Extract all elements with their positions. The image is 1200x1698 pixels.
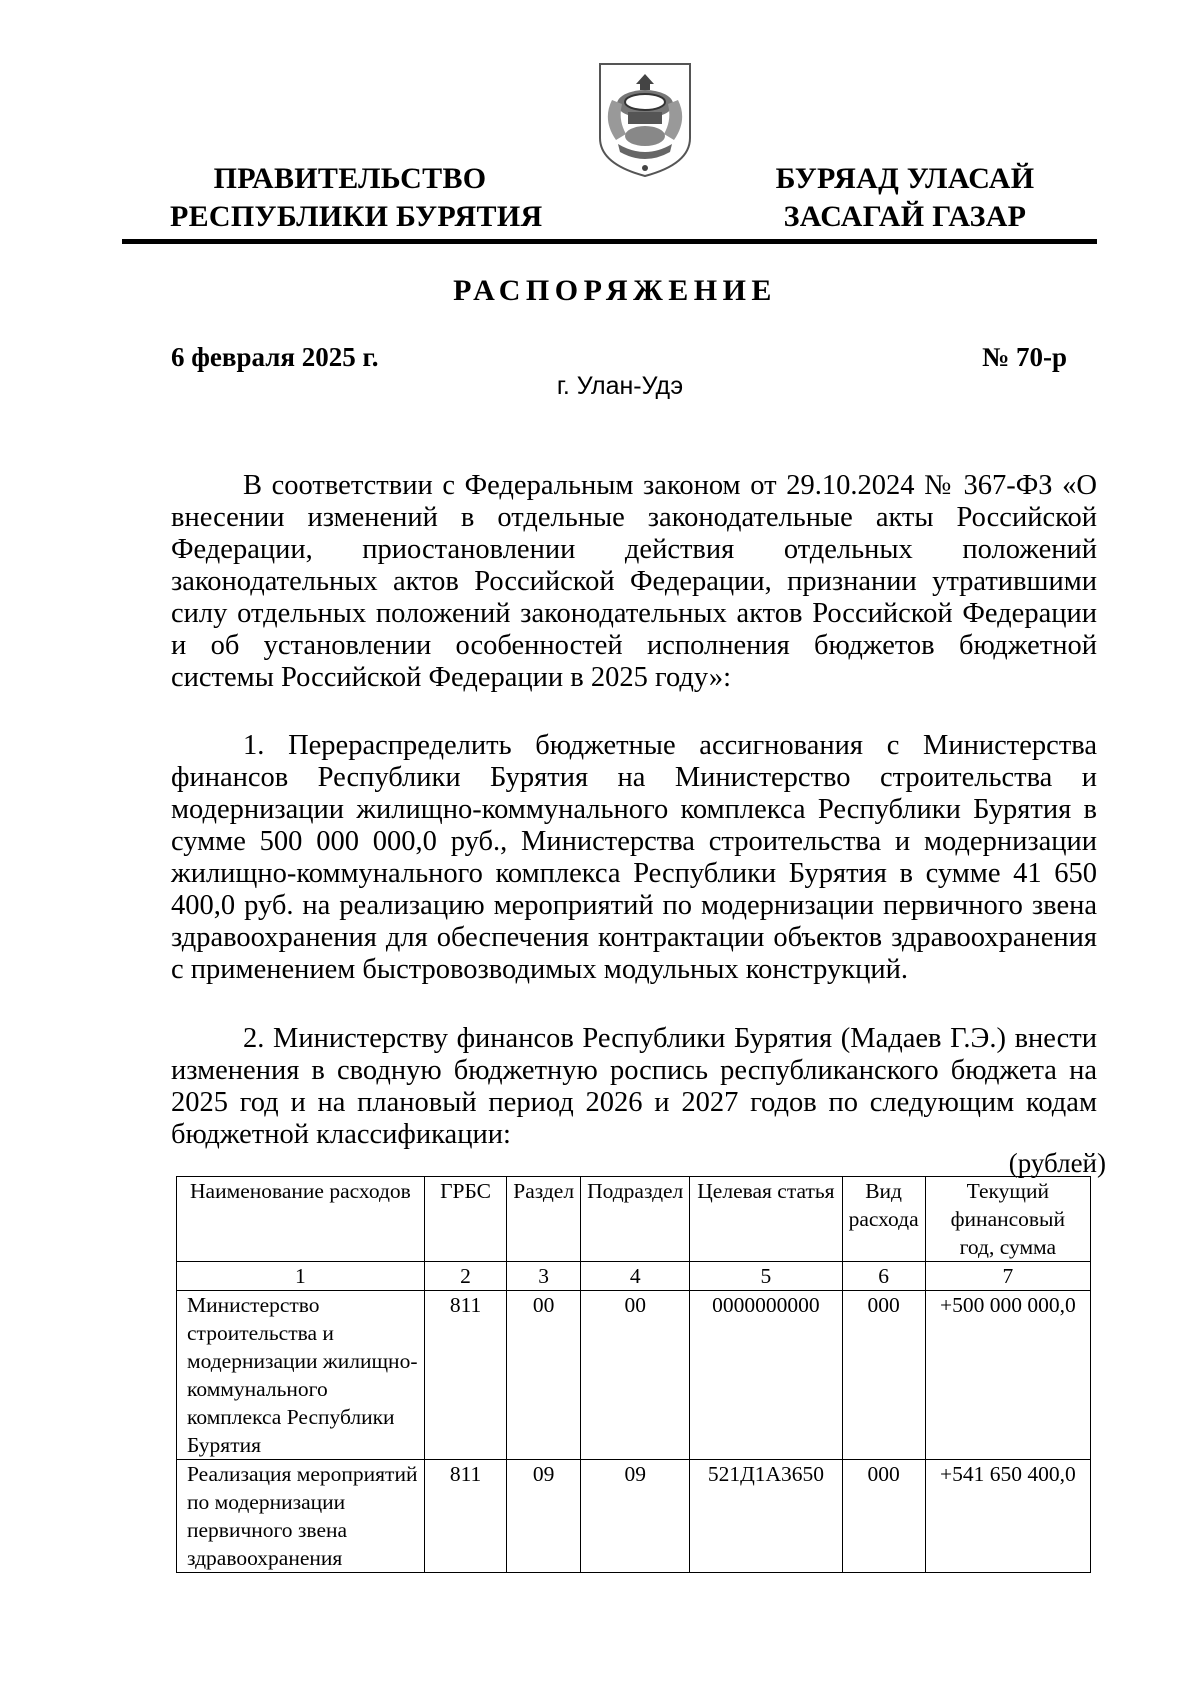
table-unit: (рублей) (1008, 1148, 1106, 1178)
item-2-paragraph: 2. Министерству финансов Республики Бурятия (Мадаев Г.Э.) внести изменения в сводную бюджетную роспись республиканского бюджета на 2025 год и на плановый период 2026 и 2027 годов по следующим кодам бюджетной классификации: (171, 1023, 1097, 1150)
col-header-grbs: ГРБС (424, 1177, 506, 1262)
row-vid: 000 (842, 1291, 925, 1460)
index-cell: 6 (842, 1262, 925, 1291)
header-divider (122, 239, 1097, 244)
row-name: Министерство строительства и модернизации жилищно-коммунального комплекса Республики Бурятия (177, 1291, 425, 1460)
col-header-name: Наименование расходов (177, 1177, 425, 1262)
row-podrazdel: 09 (581, 1460, 690, 1573)
row-razdel: 00 (507, 1291, 581, 1460)
row-target: 0000000000 (690, 1291, 842, 1460)
document-date: 6 февраля 2025 г. (171, 342, 379, 372)
index-cell: 4 (581, 1262, 690, 1291)
table-row (177, 1291, 1091, 1460)
item-1-paragraph: 1. Перераспределить бюджетные ассигнования с Министерства финансов Республики Бурятия на Министерство строительства и модернизации жилищно-коммунального комплекса Республики Бурятия в сумме 500 000 000,0 руб., Министерства строительства и модернизации жилищно-коммунального комплекса Республики Бурятия в сумме 41 650 400,0 руб. на реализацию мероприятий по модернизации первичного звена здравоохранения для обеспечения контрактации объектов здравоохранения с применением быстровозводимых модульных конструкций. (171, 730, 1097, 985)
row-grbs: 811 (424, 1460, 506, 1573)
row-sum: +500 000 000,0 (925, 1291, 1090, 1460)
row-sum: +541 650 400,0 (925, 1460, 1090, 1573)
index-cell: 5 (690, 1262, 842, 1291)
coat-of-arms-icon (592, 60, 698, 178)
document-title: РАСПОРЯЖЕНИЕ (453, 274, 777, 307)
row-razdel: 09 (507, 1460, 581, 1573)
row-grbs: 811 (424, 1291, 506, 1460)
row-podrazdel: 00 (581, 1291, 690, 1460)
index-cell: 1 (177, 1262, 425, 1291)
col-header-sum: Текущий финансовый год, сумма (925, 1177, 1090, 1262)
row-vid: 000 (842, 1460, 925, 1573)
index-cell: 2 (424, 1262, 506, 1291)
header-right (760, 160, 1050, 236)
col-header-razdel: Раздел (507, 1177, 581, 1262)
col-header-podrazdel: Подраздел (581, 1177, 690, 1262)
table-header-row (177, 1177, 1091, 1262)
budget-table (176, 1176, 1091, 1573)
header-left-line2: РЕСПУБЛИКИ БУРЯТИЯ (170, 200, 543, 233)
header-right-line2: ЗАСАГАЙ ГАЗАР (783, 200, 1027, 233)
header-left (170, 160, 543, 236)
header-left-line1: ПРАВИТЕЛЬСТВО (213, 162, 487, 195)
document-city: г. Улан-Удэ (556, 372, 684, 400)
index-cell: 7 (925, 1262, 1090, 1291)
header-right-line1: БУРЯАД УЛАСАЙ (775, 162, 1035, 195)
intro-paragraph: В соответствии с Федеральным законом от 29.10.2024 № 367-ФЗ «О внесении изменений в отдельные законодательные акты Российской Федерации, приостановлении действия отдельных положений законодательных актов Российской Федерации, признании утратившими силу отдельных положений законодательных актов Российской Федерации и об установлении особенностей исполнения бюджетов бюджетной системы Российской Федерации в 2025 году»: (171, 470, 1097, 693)
document-number: № 70-р (982, 342, 1067, 372)
row-target: 521Д1А3650 (690, 1460, 842, 1573)
index-cell: 3 (507, 1262, 581, 1291)
col-header-vid: Вид расхода (842, 1177, 925, 1262)
row-name: Реализация мероприятий по модернизации первичного звена здравоохранения (177, 1460, 425, 1573)
col-header-target: Целевая статья (690, 1177, 842, 1262)
table-index-row (177, 1262, 1091, 1291)
table-row (177, 1460, 1091, 1573)
